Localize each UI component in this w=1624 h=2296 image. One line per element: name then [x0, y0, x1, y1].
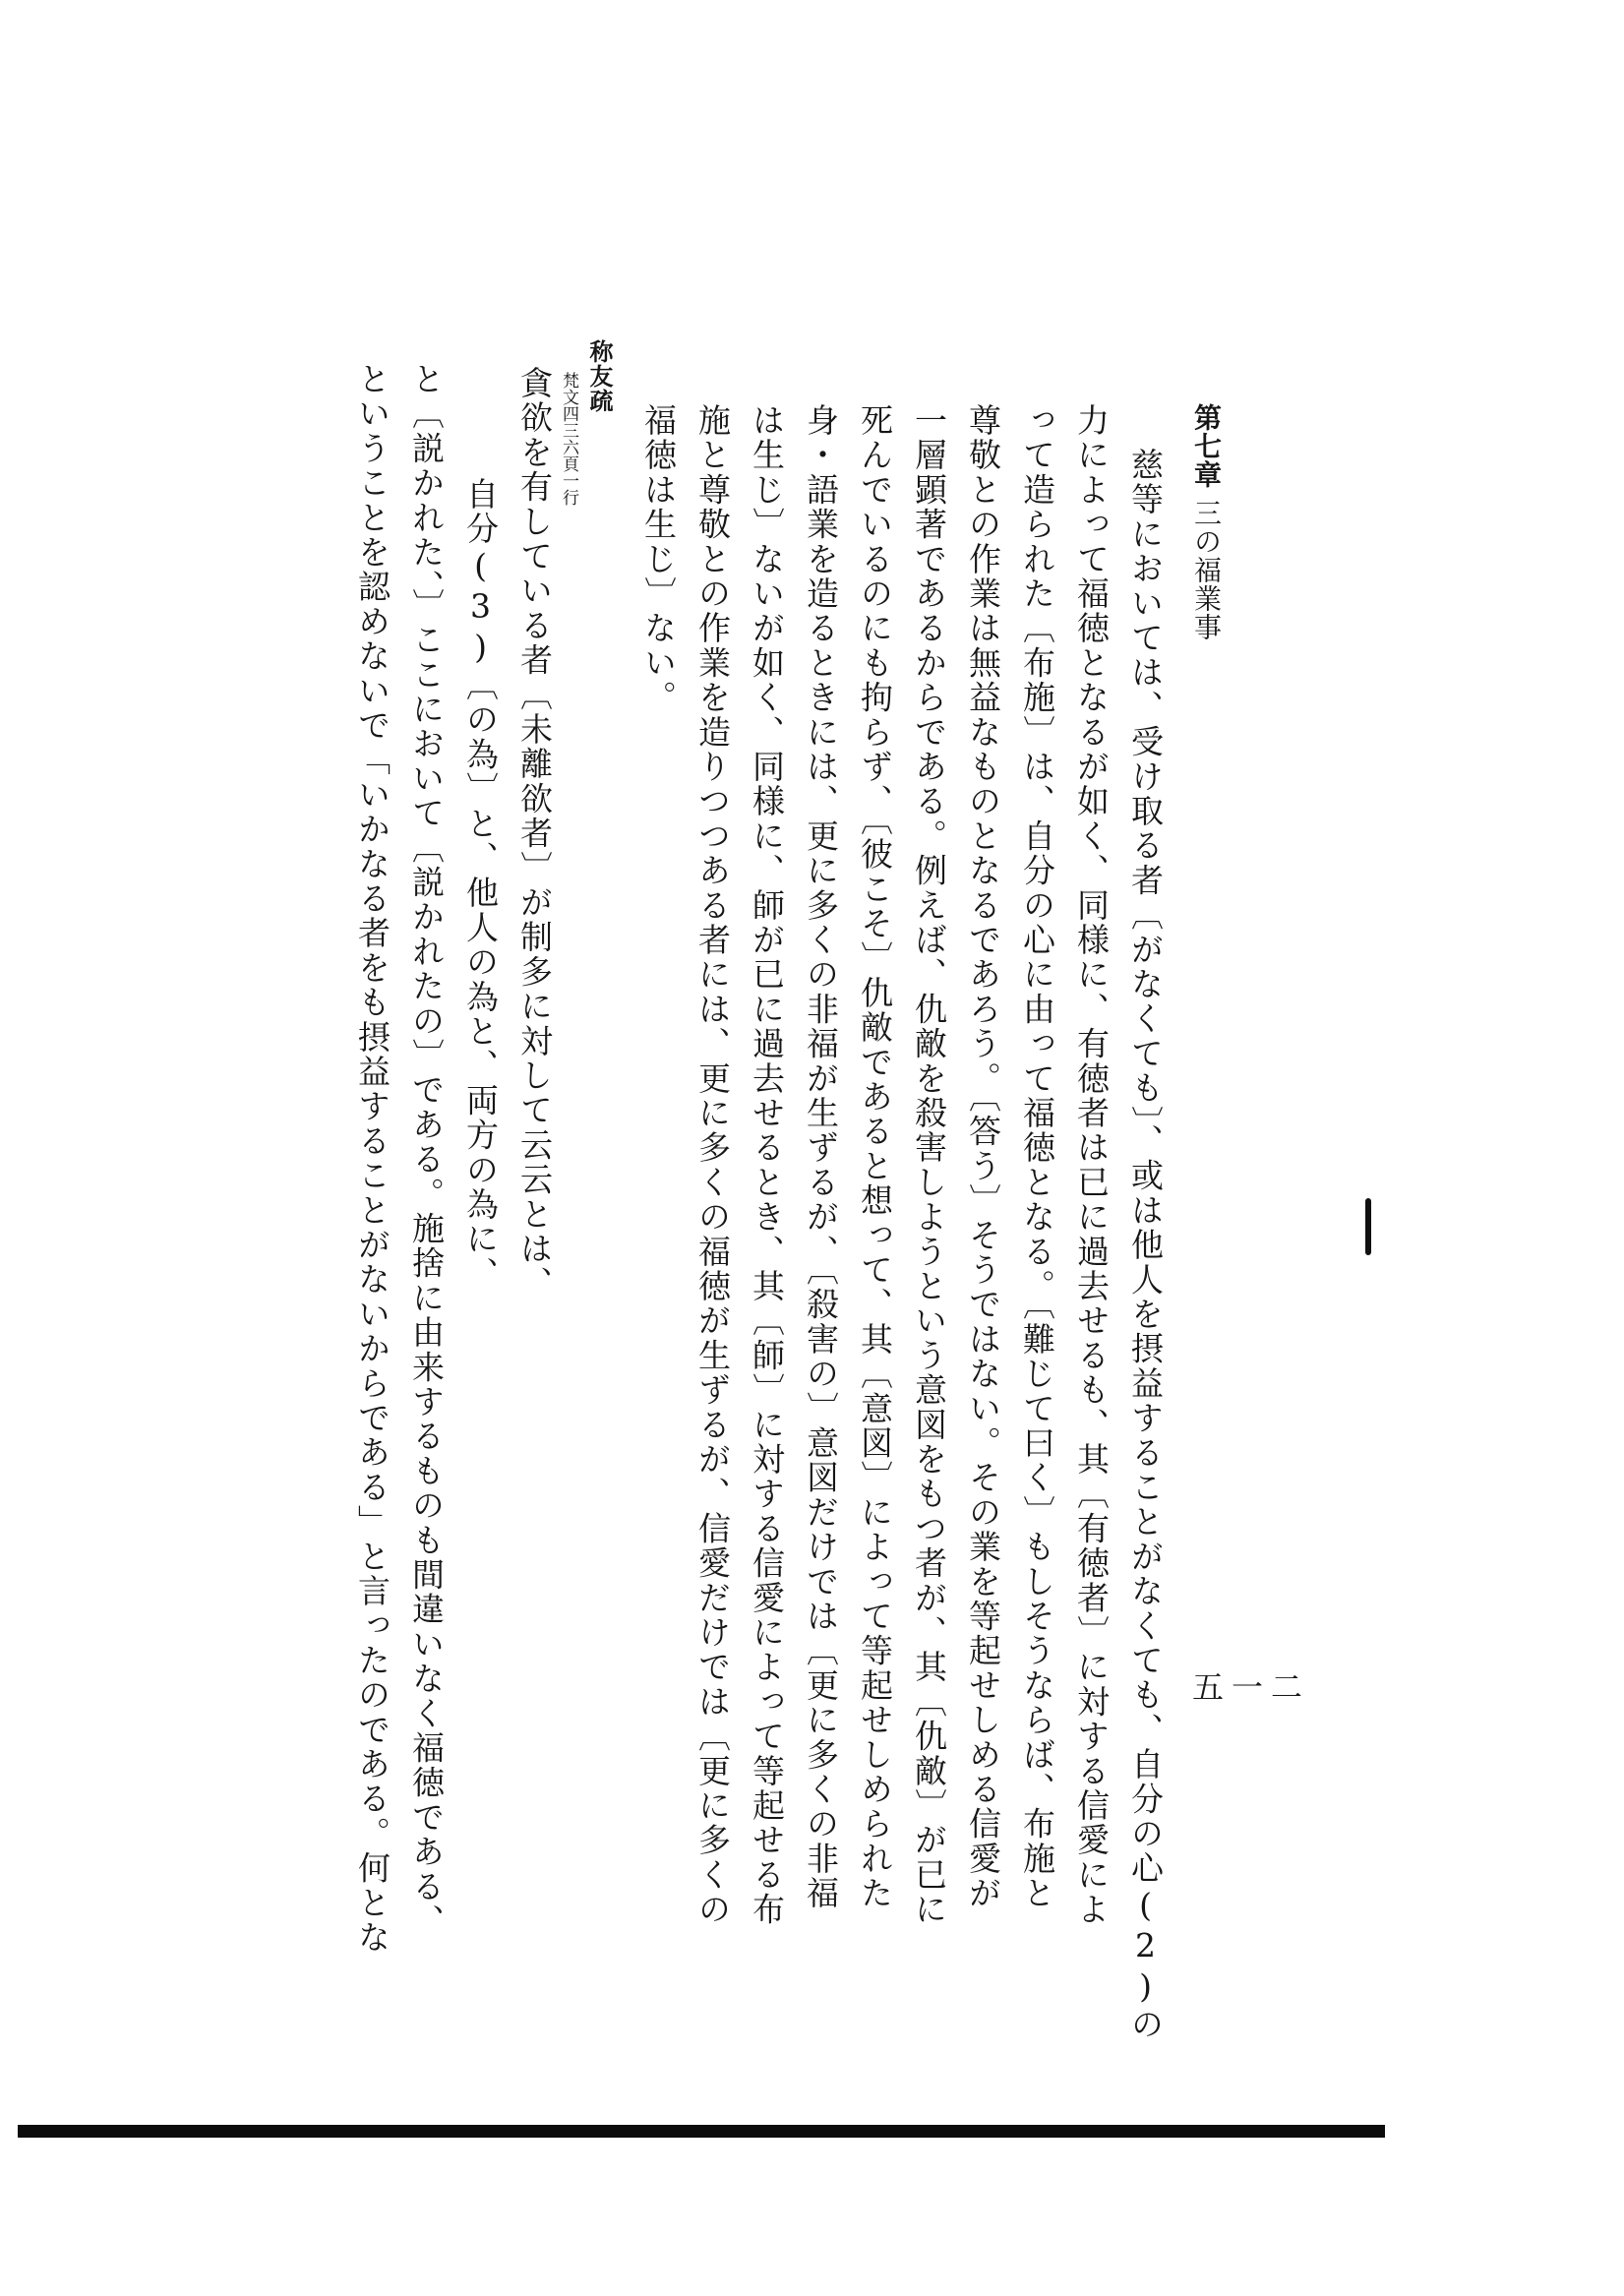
scan-edge-bar — [18, 2125, 1385, 2138]
running-header — [1190, 403, 1223, 641]
main-text-line: 一層顕著であるからである。例えば、仇敵を殺害しようという意図をもつ者が、其〔仇敵〕が已に — [910, 403, 948, 1927]
page-number: 五一二 — [1192, 1668, 1311, 1706]
commentary-line: 自分(3)〔の為〕と、他人の為と、両方の為に、 — [461, 477, 500, 1292]
source-label: 称友疏 — [585, 339, 614, 413]
main-text-line: は生じ〕ないが如く、同様に、師が已に過去せるとき、其〔師〕に対する信愛によって等起せる布 — [748, 403, 786, 1927]
main-text-line: 慈等においては、受け取る者〔がなくても〕、或は他人を摂益することがなくても、自分の心(2)の — [1126, 448, 1165, 2042]
main-text-line: 施と尊敬との作業を造りつつある者には、更に多くの福徳が生ずるが、信愛だけでは〔更に多くの — [693, 403, 732, 1927]
chapter-label: 第七章 — [1190, 403, 1223, 489]
commentary-line: ということを認めないで「いかなる者をも摂益することがないからである」と言ったのである。何とな — [353, 362, 391, 1956]
main-text-line: 身・語業を造るときには、更に多くの非福が生ずるが、〔殺害の〕意図だけでは〔更に多くの非福 — [802, 403, 840, 1911]
main-text-line: 死んでいるのにも拘らず、〔彼こそ〕仇敵であると想って、其〔意図〕によって等起せしめられた — [856, 403, 894, 1911]
commentary-line: 貪欲を有している者〔未離欲者〕が制多に対して云云とは、 — [515, 366, 554, 1301]
chapter-title: 三の福業事 — [1190, 499, 1223, 641]
main-text-line: って造られた〔布施〕は、自分の心に由って福徳となる。〔難じて曰く〕もしそうならば、布施と — [1018, 403, 1056, 1911]
scan-mark — [1365, 1198, 1371, 1255]
main-text-line: 尊敬との作業は無益なものとなるであろう。〔答う〕そうではない。その業を等起せしめる信愛が — [964, 403, 1002, 1911]
main-text-line: 福徳は生じ〕ない。 — [639, 403, 678, 715]
commentary-line: と〔説かれた、〕ここにおいて〔説かれたの〕である。施捨に由来するものも間違いなく福徳である、 — [407, 362, 446, 1939]
main-text-line: 力によって福徳となるが如く、同様に、有徳者は已に過去せるも、其〔有徳者〕に対する信愛によ — [1072, 403, 1111, 1927]
source-reference: 梵文四三六頁一行 — [559, 372, 578, 506]
